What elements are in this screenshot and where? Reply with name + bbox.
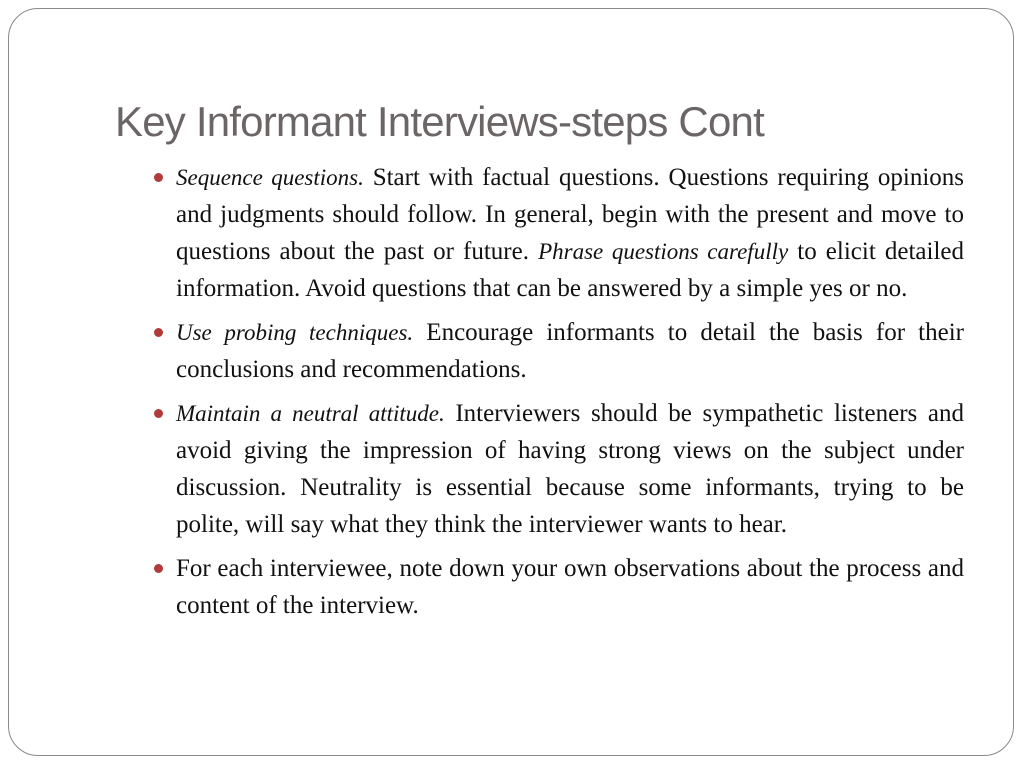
bullet-dot-icon — [154, 173, 163, 182]
bullet-lead: Use probing techniques. — [176, 320, 414, 345]
bullet-text-continued: to elicit detailed information. Avoid questions that can be answered by a simple yes or no. — [176, 238, 964, 302]
bullet-probing-techniques — [149, 314, 964, 388]
bullet-dot-icon — [154, 409, 163, 418]
bullet-text: Start with factual questions. Questions requiring opinions and judgments should follow. In general, begin with the present and move to questions about the past or future. — [176, 164, 964, 265]
bullet-text: Encourage informants to detail the basis for their conclusions and recommendations. — [176, 319, 964, 383]
bullet-lead: Maintain a neutral attitude. — [176, 401, 445, 426]
bullet-text: For each interviewee, note down your own observations about the process and content of the interview. — [176, 555, 964, 619]
bullet-neutral-attitude — [149, 395, 964, 543]
bullet-sequence-questions — [149, 159, 964, 307]
slide-title: Key Informant Interviews-steps Cont — [115, 98, 764, 145]
bullet-observations — [149, 550, 964, 624]
bullet-emphasis: Phrase questions carefully — [538, 239, 789, 264]
bullet-dot-icon — [154, 564, 163, 573]
slide-frame — [8, 8, 1014, 756]
bullet-text: Interviewers should be sympathetic listeners and avoid giving the impression of having strong views on the subject under discussion. Neutrality is essential because some informants, trying to be polite, will say what they think the interviewer wants to hear. — [176, 400, 964, 538]
bullet-dot-icon — [154, 328, 163, 337]
bullet-list — [149, 159, 964, 631]
bullet-lead: Sequence questions. — [176, 165, 364, 190]
